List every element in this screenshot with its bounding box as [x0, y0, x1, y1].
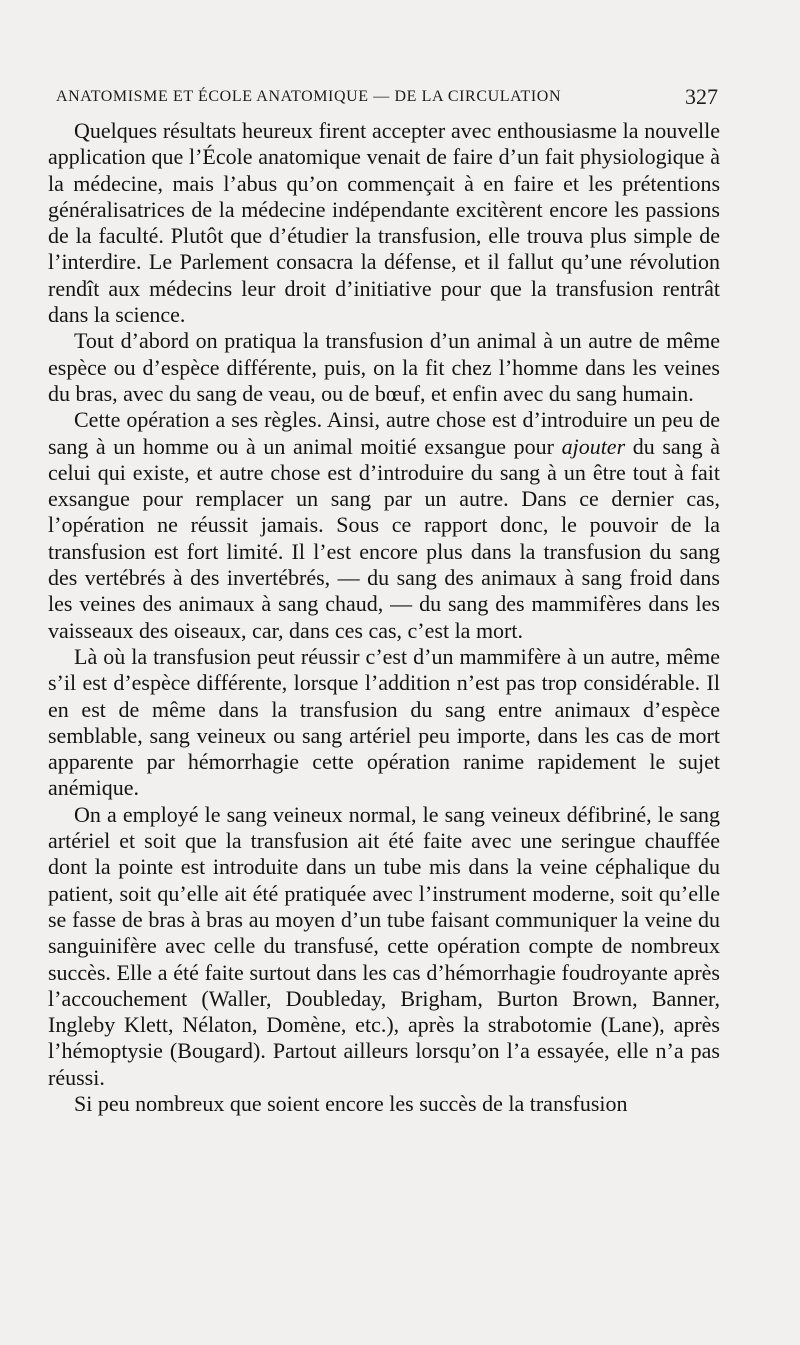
page-number: 327 — [685, 84, 718, 109]
italic-word: ajouter — [561, 433, 626, 459]
page-header — [56, 84, 718, 116]
paragraph: On a employé le sang veineux normal, le sang veineux défibriné, le sang artériel et soit que la transfusion ait été faite avec une seringue chauffée dont la pointe est introduite dans un tube mis dans la veine céphalique du patient, soit qu’elle ait été pratiquée avec l’instrument moderne, soit qu’elle se fasse de bras à bras au moyen d’un tube faisant communiquer la veine du sanguinifère avec celle du transfusé, cette opération compte de nombreux succès. Elle a été faite surtout dans les cas d’hémorrhagie foudroyante après l’accouchement (Waller, Doubleday, Brigham, Burton Brown, Banner, Ingleby Klett, Nélaton, Domène, etc.), après la strabotomie (Lane), après l’hémoptysie (Bougard). Partout ailleurs lorsqu’on l’a essayée, elle n’a pas réussi. — [48, 801, 720, 1090]
paragraph: Tout d’abord on pratiqua la transfusion d’un animal à un autre de même espèce ou d’espèce différente, puis, on la fit chez l’homme dans les veines du bras, avec du sang de veau, ou de bœuf, et enfin avec du sang humain. — [48, 328, 720, 406]
paragraph-text: Cette opération a ses règles. Ainsi, autre chose est d’introduire un peu de sang à un homme ou à un animal moitié exsangue pour — [48, 407, 720, 459]
paragraph: Là où la transfusion peut réussir c’est d’un mammifère à un autre, même s’il est d’espèce différente, lorsque l’addition n’est pas trop considérable. Il en est de même dans la transfusion du sang entre animaux d’espèce semblable, sang veineux ou sang artériel peu importe, dans les cas de mort apparente par hémorrhagie cette opération ranime rapidement le sujet anémique. — [48, 643, 720, 801]
body-text — [48, 118, 720, 1117]
paragraph-text: du sang à celui qui existe, et autre chose est d’introduire du sang à un être tout à fait exsangue pour remplacer un sang par un autre. Dans ce dernier cas, l’opération ne réussit jamais. Sous ce rapport donc, le pouvoir de la transfusion est fort limité. Il l’est encore plus dans la transfusion du sang des vertébrés à des invertébrés, — du sang des animaux à sang froid dans les veines des animaux à sang chaud, — du sang des mammifères dans les vaisseaux des oiseaux, car, dans ces cas, c’est la mort. — [48, 433, 720, 643]
paragraph: Quelques résultats heureux firent accepter avec enthousiasme la nouvelle application que l’École anatomique venait de faire d’un fait physiologique à la médecine, mais l’abus qu’on commençait à en faire et les prétentions généralisatrices de la médecine indépendante excitèrent encore les passions de la faculté. Plutôt que d’étudier la transfusion, elle trouva plus simple de l’interdire. Le Parlement consacra la défense, et il fallut qu’une révolution rendît aux médecins leur droit d’initiative pour que la transfusion rentrât dans la science. — [48, 118, 720, 328]
paragraph — [48, 407, 720, 644]
paragraph: Si peu nombreux que soient encore les succès de la transfusion — [74, 1090, 628, 1116]
running-title: ANATOMISME ET ÉCOLE ANATOMIQUE — DE LA CIRCULATION — [56, 88, 562, 105]
